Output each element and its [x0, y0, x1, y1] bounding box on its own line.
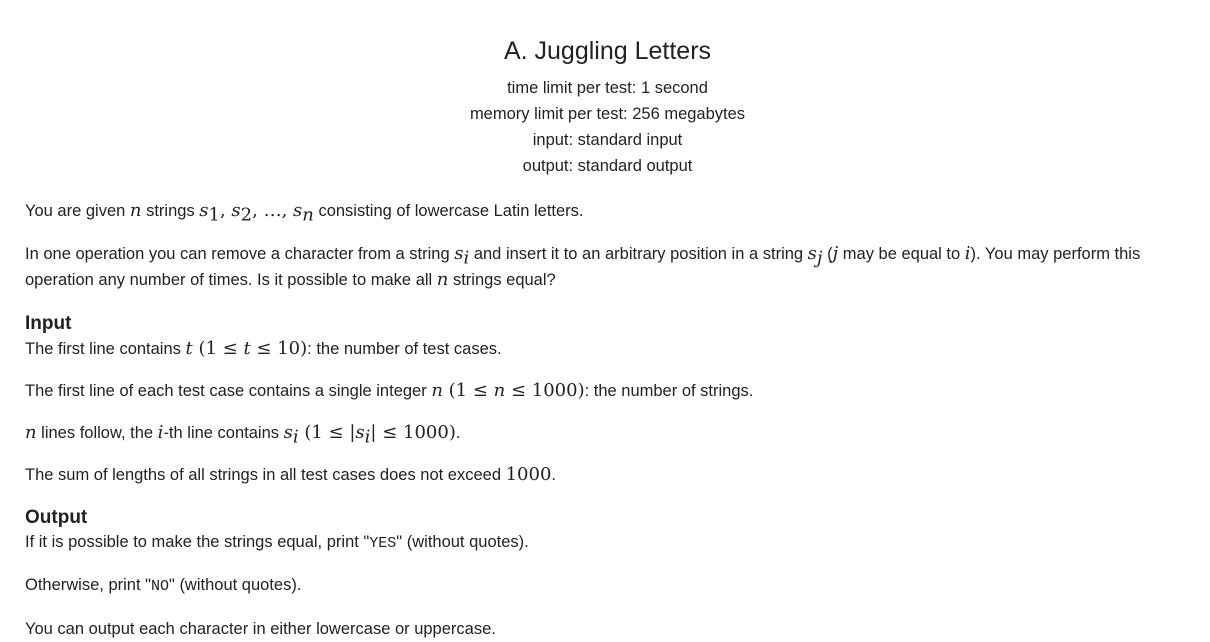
text-fragment: -th line contains: [163, 424, 284, 442]
math-var: t: [185, 338, 193, 359]
math-var: s: [231, 200, 241, 221]
text-fragment: You are given: [25, 202, 130, 220]
math-expression: (1 ≤ |: [298, 422, 356, 443]
math-subscript: j: [816, 247, 823, 269]
text-fragment: : the number of test cases.: [307, 340, 502, 358]
math-subscript: n: [302, 204, 314, 226]
math-var: j: [832, 243, 839, 264]
math-expression: ≤ 10): [250, 338, 308, 359]
math-expression: (1 ≤: [192, 338, 244, 359]
input-paragraph-4: [25, 462, 1190, 488]
text-fragment: may be equal to: [838, 245, 965, 263]
math-var: s: [807, 243, 817, 264]
math-var: n: [493, 380, 506, 401]
text-fragment: strings: [141, 202, 200, 220]
text-fragment: .: [455, 424, 461, 442]
text-fragment: .: [551, 466, 556, 484]
input-spec: input: standard input: [532, 131, 683, 149]
text-fragment: In one operation you can remove a character from a string: [25, 245, 455, 263]
text-fragment: ). You may perform this operation any number of times. Is it possible to make all: [25, 245, 1141, 289]
math-var: s: [293, 200, 303, 221]
math-expression: ≤ 1000): [505, 380, 585, 401]
output-paragraph-2: [25, 573, 1190, 599]
math-var: n: [436, 269, 449, 290]
input-paragraph-2: [25, 378, 1190, 404]
memory-limit: memory limit per test: 256 megabytes: [469, 105, 746, 123]
text-fragment: " (without quotes).: [396, 533, 529, 551]
output-paragraph-1: [25, 530, 1190, 556]
math-subscript: i: [463, 247, 470, 269]
math-comma: ,: [219, 200, 232, 221]
math-var: s: [199, 200, 209, 221]
math-var: s: [454, 243, 464, 264]
input-paragraph-3: [25, 420, 1190, 446]
text-fragment: (: [822, 245, 833, 263]
text-fragment: Otherwise, print ": [25, 576, 151, 594]
text-fragment: " (without quotes).: [169, 576, 302, 594]
text-fragment: consisting of lowercase Latin letters.: [313, 202, 584, 220]
math-subscript: 2: [240, 204, 253, 226]
statement-paragraph-1: [25, 198, 1190, 224]
text-fragment: : the number of strings.: [584, 382, 754, 400]
text-fragment: lines follow, the: [36, 424, 158, 442]
math-var: n: [431, 380, 443, 401]
output-section-title: Output: [25, 507, 88, 528]
math-var: n: [129, 200, 142, 221]
math-var: n: [25, 422, 37, 443]
output-spec: output: standard output: [522, 157, 693, 175]
math-subscript: i: [364, 426, 371, 448]
math-expression: (1 ≤: [442, 380, 494, 401]
math-number: 1000: [505, 464, 552, 485]
math-expression: | ≤ 1000): [370, 422, 456, 443]
math-var: t: [243, 338, 251, 359]
math-var: i: [964, 243, 971, 264]
problem-title: A. Juggling Letters: [503, 37, 712, 65]
math-var: s: [355, 422, 365, 443]
text-fragment: The first line contains: [25, 340, 186, 358]
problem-page: [25, 0, 1190, 642]
output-paragraph-3: You can output each character in either lowercase or uppercase.: [25, 620, 496, 638]
code-literal: YES: [369, 535, 397, 552]
text-fragment: strings equal?: [448, 271, 556, 289]
code-literal: NO: [150, 578, 169, 595]
problem-header: [25, 0, 1190, 179]
input-section-title: Input: [25, 313, 72, 334]
input-paragraph-1: [25, 336, 1190, 362]
text-fragment: The first line of each test case contains a single integer: [25, 382, 432, 400]
statement-paragraph-2: [25, 241, 1190, 293]
math-var: i: [157, 422, 164, 443]
math-var: s: [283, 422, 293, 443]
time-limit: time limit per test: 1 second: [507, 79, 708, 97]
math-subscript: i: [292, 426, 299, 448]
text-fragment: and insert it to an arbitrary position in a string: [469, 245, 808, 263]
math-subscript: 1: [208, 204, 220, 226]
text-fragment: If it is possible to make the strings equal, print ": [25, 533, 370, 551]
text-fragment: The sum of lengths of all strings in all test cases does not exceed: [25, 466, 506, 484]
math-ellipsis: , …,: [252, 200, 294, 221]
